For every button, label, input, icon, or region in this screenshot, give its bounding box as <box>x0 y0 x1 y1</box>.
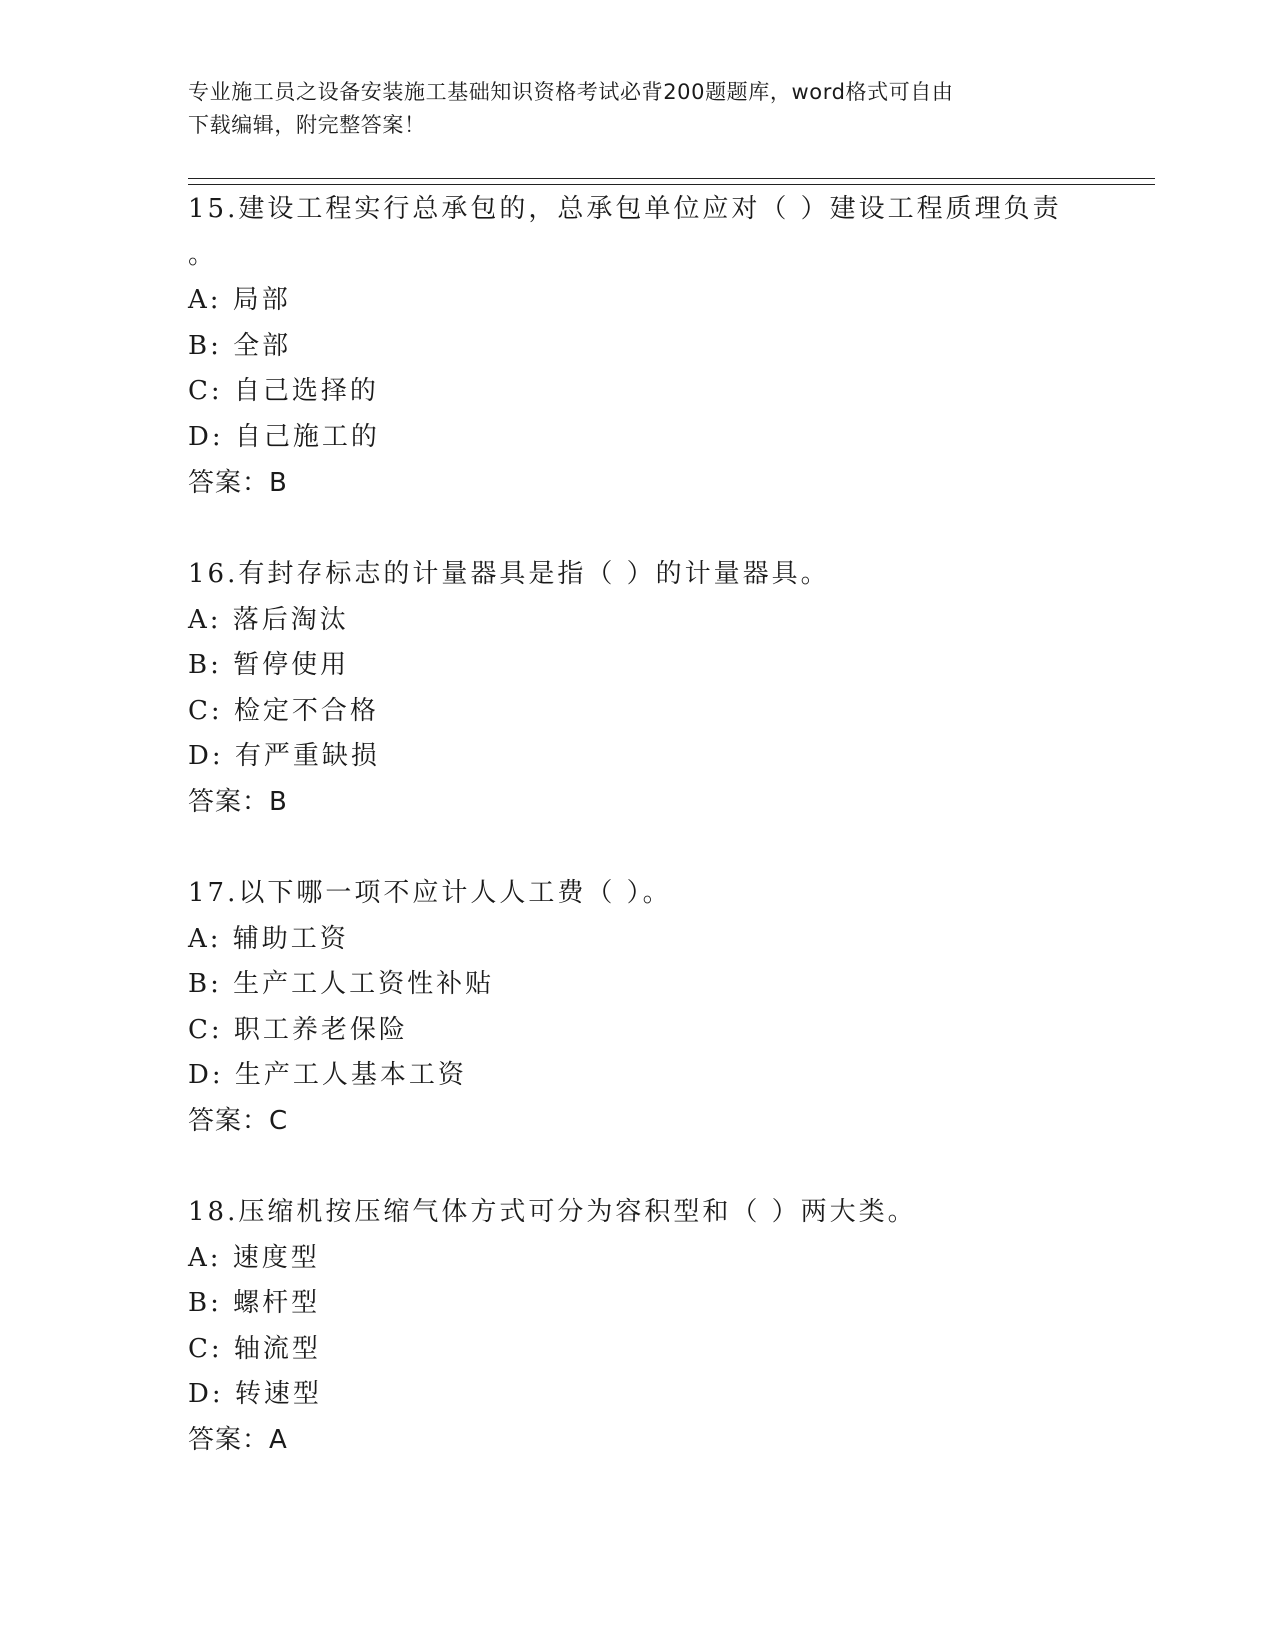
option-b: B: 生产工人工资性补贴 <box>188 969 495 1000</box>
option-d: D: 自己施工的 <box>188 421 380 452</box>
question-stem: 18.压缩机按压缩气体方式可分为容积型和（ ）两大类。 <box>188 1197 917 1227</box>
answer: 答案：B <box>188 467 288 498</box>
header-line-2: 下载编辑，附完整答案！ <box>188 113 426 137</box>
header-line-1: 专业施工员之设备安装施工基础知识资格考试必背200题题库，word格式可自由 <box>188 80 954 104</box>
option-c: C: 轴流型 <box>188 1333 321 1364</box>
option-d: D: 生产工人基本工资 <box>188 1060 467 1091</box>
option-a: A: 局部 <box>188 285 291 316</box>
option-d: D: 转速型 <box>188 1379 322 1410</box>
document-header <box>188 76 1088 142</box>
header-divider-top <box>188 178 1155 179</box>
header-divider-bottom <box>188 184 1155 185</box>
question-17 <box>188 871 1088 1145</box>
answer: 答案：A <box>188 1424 288 1455</box>
question-stem-continuation: 。 <box>188 239 218 270</box>
question-18 <box>188 1190 1088 1464</box>
answer: 答案：B <box>188 786 288 817</box>
option-d: D: 有严重缺损 <box>188 741 380 772</box>
question-16 <box>188 552 1088 826</box>
option-c: C: 自己选择的 <box>188 376 379 407</box>
option-b: B: 螺杆型 <box>188 1288 321 1319</box>
option-a: A: 落后淘汰 <box>188 604 349 635</box>
option-a: A: 辅助工资 <box>188 923 349 954</box>
option-b: B: 暂停使用 <box>188 650 350 681</box>
option-c: C: 检定不合格 <box>188 695 379 726</box>
question-stem: 17.以下哪一项不应计人人工费（ ）。 <box>188 878 672 908</box>
question-15 <box>188 187 1088 506</box>
option-b: B: 全部 <box>188 330 292 361</box>
question-stem: 15.建设工程实行总承包的，总承包单位应对（ ）建设工程质理负责 <box>188 194 1062 224</box>
option-c: C: 职工养老保险 <box>188 1014 408 1045</box>
option-a: A: 速度型 <box>188 1242 320 1273</box>
question-stem: 16.有封存标志的计量器具是指（ ）的计量器具。 <box>188 559 830 589</box>
answer: 答案：C <box>188 1105 289 1136</box>
